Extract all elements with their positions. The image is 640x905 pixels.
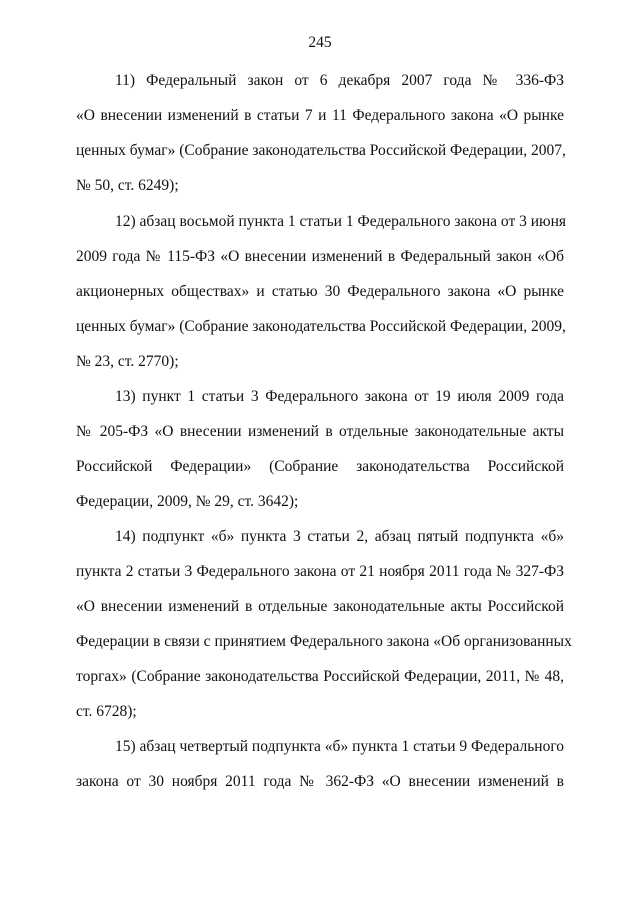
paragraph-14-line-6: ст. 6728);	[76, 703, 137, 720]
paragraph-12-line-5: № 23, ст. 2770);	[76, 353, 179, 370]
paragraph-13-line-3: Российской Федерации» (Собрание законодательства Российской	[76, 458, 564, 475]
paragraph-11-line-2: «О внесении изменений в статьи 7 и 11 Федерального закона «О рынке	[76, 107, 564, 124]
paragraph-13-line-4: Федерации, 2009, № 29, ст. 3642);	[76, 493, 299, 510]
paragraph-12-line-4: ценных бумаг» (Собрание законодательства Российской Федерации, 2009,	[76, 318, 566, 335]
paragraph-12-line-2: 2009 года № 115-ФЗ «О внесении изменений в Федеральный закон «Об	[76, 248, 564, 265]
paragraph-13-line-2: № 205-ФЗ «О внесении изменений в отдельные законодательные акты	[76, 423, 564, 440]
paragraph-11-line-3: ценных бумаг» (Собрание законодательства Российской Федерации, 2007,	[76, 142, 566, 159]
paragraph-14-line-4: Федерации в связи с принятием Федерального закона «Об организованных	[76, 633, 572, 650]
paragraph-14-line-2: пункта 2 статьи 3 Федерального закона от 21 ноября 2011 года № 327-ФЗ	[76, 563, 564, 580]
paragraph-12-line-3: акционерных обществах» и статью 30 Федерального закона «О рынке	[76, 283, 564, 300]
paragraph-11-line-1: 11) Федеральный закон от 6 декабря 2007 года № 336-ФЗ	[115, 72, 564, 89]
paragraph-11-line-4: № 50, ст. 6249);	[76, 177, 179, 194]
paragraph-14-line-5: торгах» (Собрание законодательства Российской Федерации, 2011, № 48,	[76, 668, 564, 685]
paragraph-13-line-1: 13) пункт 1 статьи 3 Федерального закона от 19 июля 2009 года	[115, 388, 564, 405]
paragraph-15-line-2: закона от 30 ноября 2011 года № 362-ФЗ «О внесении изменений в	[76, 773, 564, 790]
paragraph-12-line-1: 12) абзац восьмой пункта 1 статьи 1 Федерального закона от 3 июня	[115, 213, 567, 230]
paragraph-14-line-1: 14) подпункт «б» пункта 3 статьи 2, абзац пятый подпункта «б»	[115, 528, 564, 545]
paragraph-15-line-1: 15) абзац четвертый подпункта «б» пункта 1 статьи 9 Федерального	[115, 738, 565, 755]
paragraph-14-line-3: «О внесении изменений в отдельные законодательные акты Российской	[76, 598, 564, 615]
page-number: 245	[308, 34, 332, 51]
